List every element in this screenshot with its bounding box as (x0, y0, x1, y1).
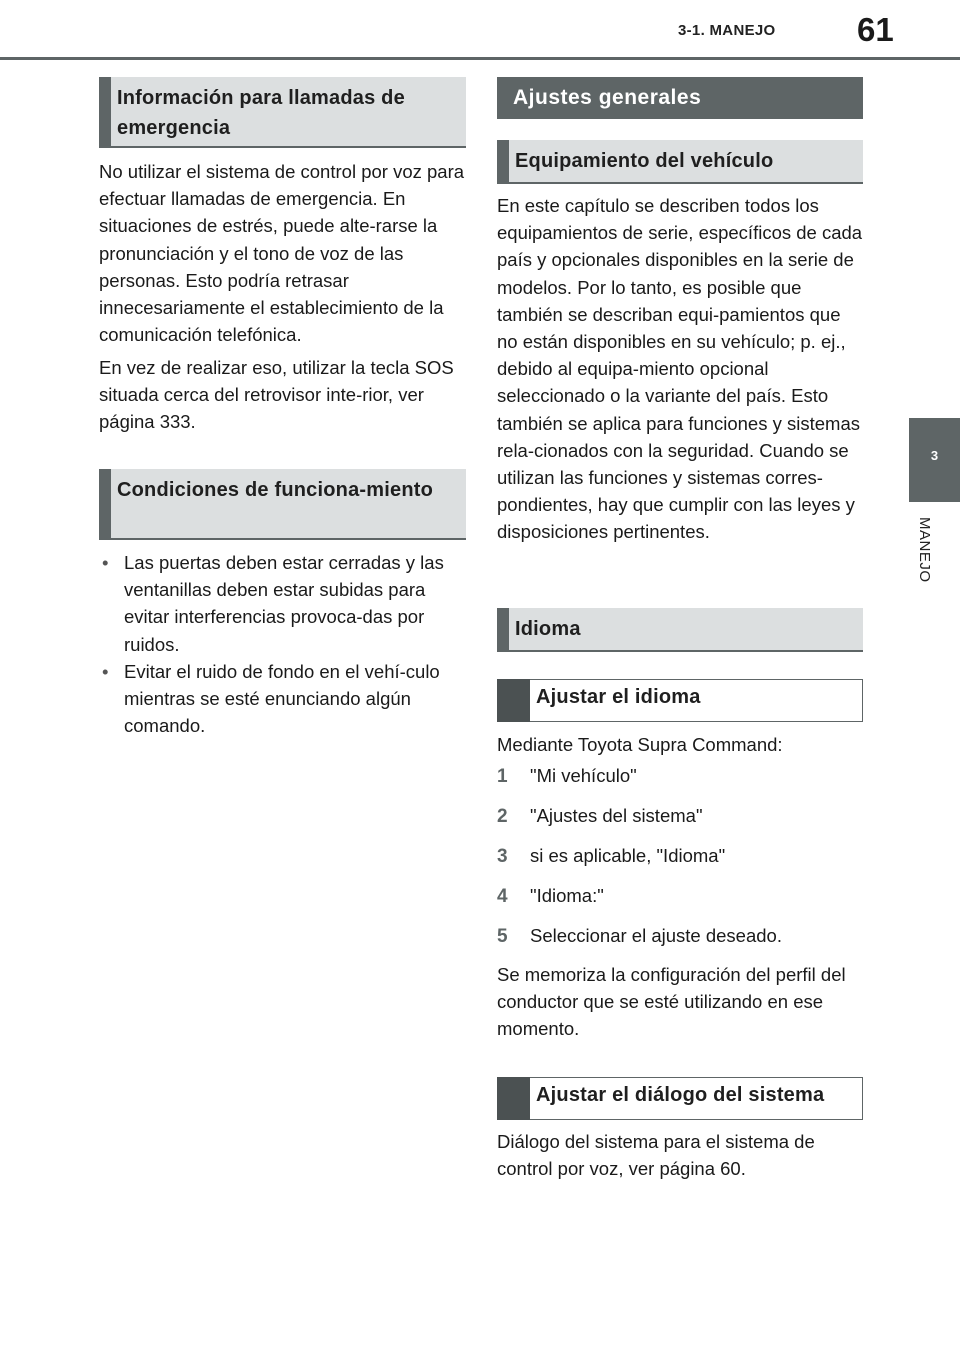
heading-language (497, 608, 863, 652)
chapter-side-label (916, 517, 940, 607)
step-text: "Idioma:" (530, 885, 604, 906)
step-number: 5 (497, 926, 508, 947)
steps-intro: Mediante Toyota Supra Command: (497, 734, 783, 755)
step-number: 3 (497, 846, 508, 867)
step-number: 2 (497, 806, 508, 827)
heading-general-settings-text: Ajustes generales (513, 86, 702, 109)
subheading-system-dialog-text: Ajustar el diálogo del sistema (536, 1084, 825, 1106)
step-number: 4 (497, 886, 508, 907)
heading-language-text: Idioma (515, 618, 581, 640)
step-item (497, 802, 703, 830)
subheading-marker (497, 1077, 530, 1120)
step-item (497, 882, 604, 910)
chapter-side-label-text: MANEJO (916, 517, 933, 583)
step-text: si es aplicable, "Idioma" (530, 845, 726, 866)
step-text: "Mi vehículo" (530, 765, 637, 786)
step-text: Seleccionar el ajuste deseado. (530, 925, 782, 946)
heading-emergency-calls-text: Información para llamadas de emergencia (117, 87, 405, 139)
chapter-tab-number: 3 (930, 448, 939, 463)
step-text: "Ajustes del sistema" (530, 805, 703, 826)
section-title: 3-1. MANEJO (678, 22, 776, 39)
subheading-system-dialog (497, 1077, 863, 1120)
paragraph-emergency: No utilizar el sistema de control por voz para efectuar llamadas de emergencia. En situaciones de estrés, puede alte-rarse la pronunciación y el tono de voz de las personas. Esto podría retrasar innecesariamente el establecimiento de la comunicación telefónica. (99, 161, 465, 346)
chapter-tab (909, 418, 960, 502)
step-item (497, 922, 782, 950)
list-item: • Las puertas deben estar cerradas y las ventanillas deben estar subidas para evitar interferencias provoca-das por ruidos. (99, 549, 466, 658)
step-item (497, 842, 725, 870)
paragraph-sos: En vez de realizar eso, utilizar la tecla SOS situada cerca del retrovisor inte-rior, ver página 333. (99, 357, 454, 433)
page-number: 61 (857, 11, 894, 48)
heading-operating-conditions (99, 469, 466, 540)
subheading-set-language (497, 679, 863, 722)
heading-vehicle-equipment-text: Equipamiento del vehículo (515, 150, 774, 172)
list-item: • Evitar el ruido de fondo en el vehí-culo mientras se esté enunciando algún comando. (99, 658, 466, 740)
paragraph-equipment: En este capítulo se describen todos los equipamientos de serie, específicos de cada país y opcionales disponibles en la serie de modelos. Por lo tanto, es posible que también se describan equi-pamientos que no están disponibles en su vehículo; p. ej., debido al equipa-miento opcional seleccionado o la variante del país. Esto también se aplica para funciones y sistemas rela-cionados con la seguridad. Cuando se utilizan las funciones y sistemas corres-pondientes, hay que cumplir con las leyes y disposiciones pertinentes. (497, 195, 863, 543)
header-rule (0, 57, 960, 60)
paragraph-memorize: Se memoriza la configuración del perfil del conductor que se esté utilizando en ese momento. (497, 964, 846, 1040)
heading-operating-conditions-text: Condiciones de funciona-miento (117, 479, 434, 501)
heading-emergency-calls (99, 77, 466, 148)
subheading-set-language-text: Ajustar el idioma (536, 686, 701, 708)
conditions-list (99, 549, 466, 739)
step-item (497, 762, 637, 790)
heading-vehicle-equipment (497, 140, 863, 184)
subheading-marker (497, 679, 530, 722)
paragraph-system-dialog: Diálogo del sistema para el sistema de control por voz, ver página 60. (497, 1131, 815, 1180)
step-number: 1 (497, 766, 508, 787)
heading-general-settings (497, 77, 863, 119)
